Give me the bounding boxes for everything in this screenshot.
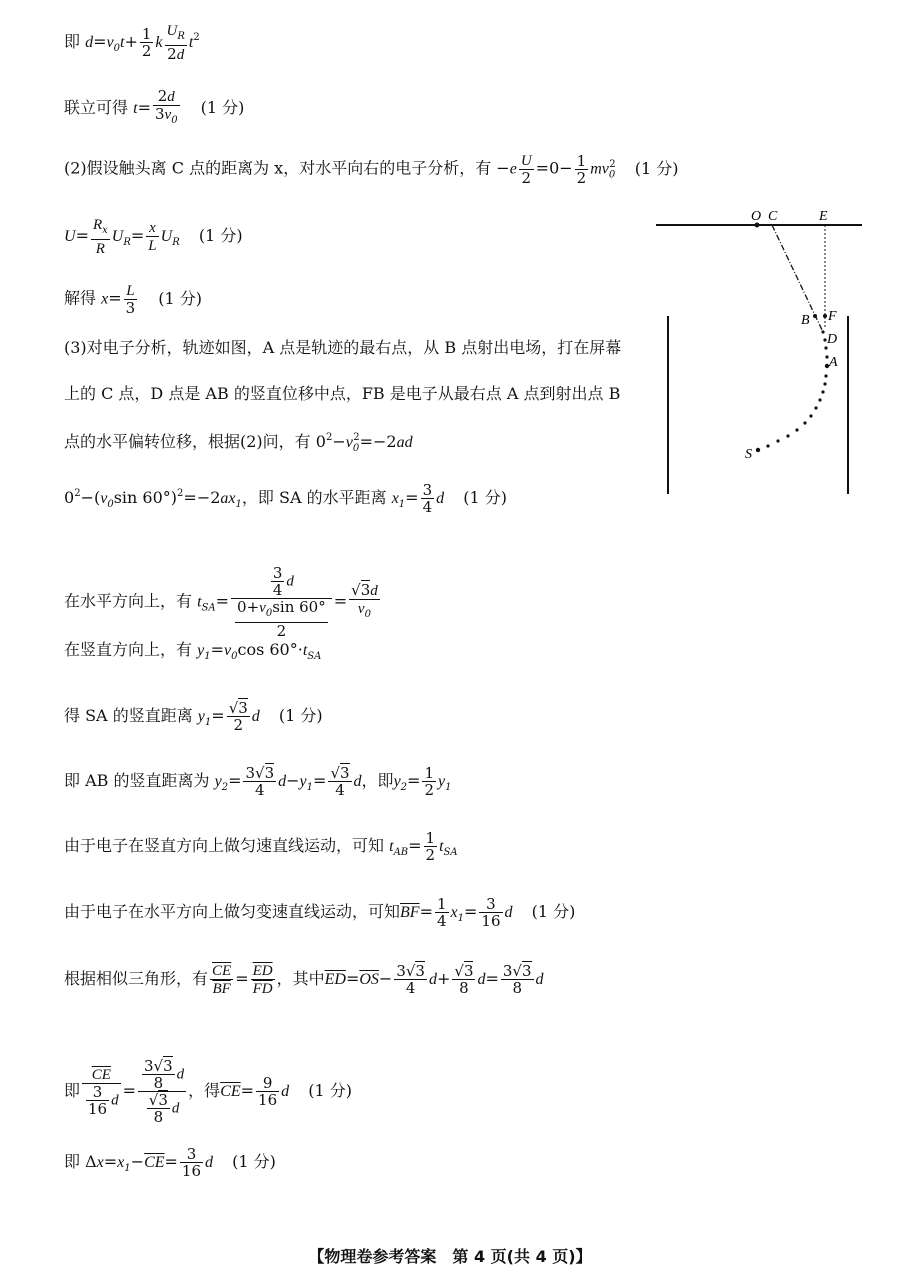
label-s: S [745, 447, 752, 462]
label-a: A [829, 355, 838, 370]
trajectory-dots [756, 314, 829, 452]
eq-line-13: 由于电子在水平方向上做匀变速直线运动，可知$\overline{BF}=$ $\frac{1}{4}$ $x_1=$ $\frac{3}{16}$ d (1 分) [64, 895, 576, 930]
eq-line-10: 得 SA 的竖直距离 $y_1=$ $\frac{√3}{2}$ d (1 分) [64, 699, 323, 734]
eq-line-9: 在竖直方向上，有 $y_1=v_0\cos$ $60^\circ\cdot t_{SA}$ [64, 640, 322, 662]
label-d: D [827, 332, 838, 347]
eq-line-11: 即 AB 的竖直距离为 $y_2=$ $\frac{3√3}{4}$ $d-y_1=$ $\frac{√3}{4}$ d，即$y_2=$ $\frac{1}{2}$ $y_1$ [64, 764, 452, 799]
eq-line-2: 联立可得 t= $\frac{2d}{3v_0}$ (1 分) [64, 87, 245, 126]
label-o: O [751, 209, 762, 224]
eq-line-7: $0^2-(v_0\sin$ $60^\circ)^2=-2ax_1$，即 SA 的水平距离 $x_1=$ $\frac{3}{4}$ d (1 分) [64, 481, 507, 516]
label-c: C [768, 209, 778, 224]
eq-line-14: 根据相似三角形，有 $\frac{\overline{CE}}{BF}$ = $\frac{\overline{ED}}{FD}$ ，其中$\overline{ED}=\overline{OS}-$ $\frac{3√3}{4}$ d+ $\frac{√3}{8}$ d= $\frac{3√3}{8}$ d [64, 962, 544, 997]
label-e: E [819, 209, 828, 224]
score-note: (1 分) [200, 98, 245, 117]
label-b: B [801, 313, 810, 328]
eq-line-12: 由于电子在竖直方向上做匀速直线运动，可知 $t_{AB}=$ $\frac{1}{2}$ $t_{SA}$ [64, 829, 458, 864]
eq-line-8: 在水平方向上，有 $t_{SA}=$ $\frac{3}{4}$ d $\frac{0+v_0\sin 60^\circ}{2}$ = $\frac{√3d}{v_0}$ [64, 564, 378, 640]
eq-line-15: 即 $\overline{CE}$ $\frac{3}{16}$ d = $\frac{3√3}{8}$ d $\frac{√3}{8}$ d ，得$\overline{CE}=$ $\frac{9}{16}$ d (1 分) [64, 1057, 352, 1126]
para-3-line-1: (3)对电子分析，轨迹如图，A 点是轨迹的最右点，从 B 点射出电场，打在屏幕 [64, 338, 622, 357]
label-f: F [828, 309, 837, 324]
page-footer: 【物理卷参考答案 第 4 页(共 4 页)】 [308, 1247, 592, 1266]
para-3-line-3: 点的水平偏转位移，根据(2)问，有 $0^2-v_0^2=-2ad$ [64, 432, 413, 454]
eq-line-5: 解得 x= $\frac{L}{3}$ (1 分) [64, 283, 203, 317]
eq-line-16: 即 $\Delta x=x_1-\overline{CE}=$ $\frac{3}{16}$ d (1 分) [64, 1145, 276, 1180]
eq-line-4: U= $\frac{R_x}{R}$ $U_R=$ $\frac{x}{L}$ $U_R$ (1 分) [64, 217, 243, 257]
trajectory-diagram [650, 200, 870, 500]
para-3-line-2: 上的 C 点，D 点是 AB 的竖直位移中点，FB 是电子从最右点 A 点到射出点 B [64, 384, 621, 403]
eq-line-3: (2)假设触头离 C 点的距离为 x，对水平向右的电子分析，有 −e $\frac{U}{2}$ =0− $\frac{1}{2}$ $mv_0^2$ (1 分) [64, 151, 679, 187]
eq-line-1: 即 $d=v_0t+$ $\frac{1}{2}$ k $\frac{U_R}{2d}$ $t^2$ [64, 23, 200, 63]
